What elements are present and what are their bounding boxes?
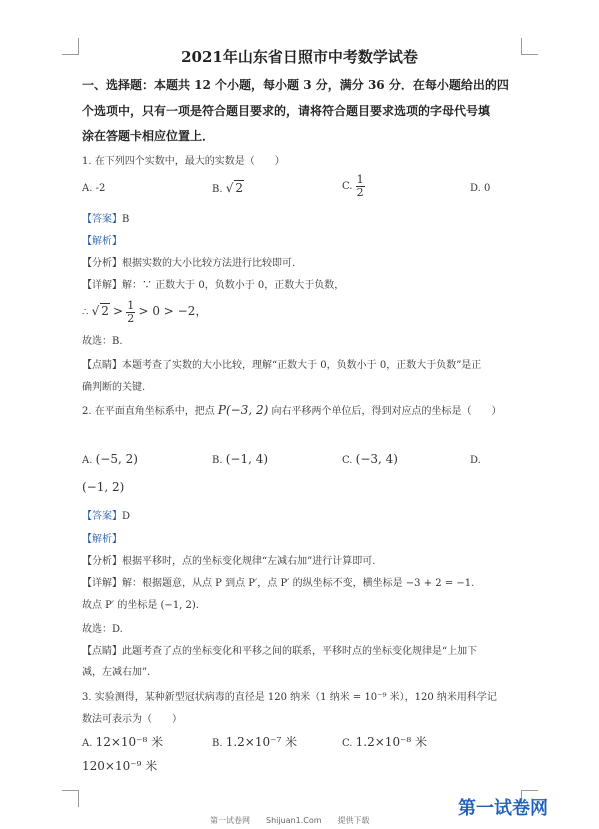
q2-answer-value: D <box>122 511 131 522</box>
brand-logo: 第一试卷网 <box>458 798 548 819</box>
q2-option-d-value: (−1, 2) <box>82 480 125 494</box>
q3-option-b-value: 1.2×10⁻⁷ 米 <box>225 735 298 749</box>
q3-option-c-value: 1.2×10⁻⁸ 米 <box>355 735 428 749</box>
q3-option-a <box>82 733 163 750</box>
q1-analysis-tag: 【解析】 <box>82 236 122 247</box>
q3-stem-line-1: 3. 实验测得，某种新型冠状病毒的直径是 120 纳米（1 纳米 = 10⁻⁹ 米），120 纳米用科学记 <box>82 692 497 703</box>
q1-answer <box>82 210 129 225</box>
q1-xiangjie-text: 解：∵ 正数大于 0，负数小于 0，正数大于负数， <box>122 280 345 291</box>
q2-option-b-label: B. <box>212 455 223 466</box>
section-instruction-line-2: 个选项中，只有一项是符合题目要求的，请将符合题目要求选项的字母代号填 <box>82 104 491 118</box>
dianjing-tag: 【点睛】 <box>82 646 122 657</box>
q3-option-a-label: A. <box>82 738 93 749</box>
q2-stem-post: 向右平移两个单位后，得到对应点的坐标是（ ） <box>271 406 502 417</box>
q1-inequality-chain: ∴ √ 2 > $\frac{1}{2}$ > 0 > −2， <box>82 299 208 325</box>
q3-option-b <box>212 733 297 750</box>
xiangjie-tag: 【详解】 <box>82 280 122 291</box>
q3-option-b-label: B. <box>212 738 223 749</box>
q1-option-c <box>342 174 365 199</box>
q2-analysis-tag: 【解析】 <box>82 534 122 545</box>
q1-fenxi-text: 根据实数的大小比较方法进行比较即可. <box>122 258 296 269</box>
q1-chain-therefore: ∴ <box>82 307 89 318</box>
q2-stem <box>82 402 502 417</box>
q1-option-c-label: C. <box>342 181 353 192</box>
q1-stem: 1. 在下列四个实数中，最大的实数是（ ） <box>82 156 285 167</box>
xiangjie-tag: 【详解】 <box>82 578 122 589</box>
q2-dianjing <box>82 642 477 657</box>
q1-xiangjie <box>82 276 344 291</box>
q3-option-a-value: 12×10⁻⁸ 米 <box>95 735 164 749</box>
q1-option-d: D. 0 <box>470 183 491 194</box>
q1-option-b: B. √ 2 <box>212 181 244 195</box>
q2-option-c-value: (−3, 4) <box>355 452 398 466</box>
q1-option-c-fraction <box>356 174 365 199</box>
q1-chain-denominator: 2 <box>127 312 135 325</box>
q3-stem-line-2: 数法可表示为（ ） <box>82 714 182 725</box>
section-instruction-line-1: 一、选择题：本题共 12 个小题，每小题 3 分，满分 36 分．在每小题给出的四 <box>82 78 509 92</box>
page-footer: 第一试卷网 Shijuan1.Com 提供下载 <box>210 816 370 825</box>
dianjing-tag: 【点睛】 <box>82 360 122 371</box>
q1-dianjing <box>82 356 481 371</box>
section-instruction-line-3: 涂在答题卡相应位置上． <box>82 129 215 143</box>
q1-chain-numerator: 1 <box>127 299 135 312</box>
q1-chain-sqrt: 2 <box>101 304 109 318</box>
q2-option-b-value: (−1, 4) <box>225 452 269 466</box>
q2-stem-pre: 2. 在平面直角坐标系中，把点 <box>82 406 215 417</box>
q1-option-b-value: 2 <box>235 181 244 195</box>
q2-stem-point: P(−3, 2) <box>217 403 269 417</box>
q2-dianjing-text: 此题考查了点的坐标变化和平移之间的联系，平移时点的坐标变化规律是“上加下 <box>122 646 478 657</box>
answer-tag: 【答案】 <box>82 511 122 522</box>
q1-fenxi <box>82 254 295 269</box>
q3-option-d-value: 120×10⁻⁹ 米 <box>82 759 158 773</box>
q1-chain-fraction <box>126 300 135 325</box>
q1-answer-value: B <box>122 214 130 225</box>
q1-option-a: A. -2 <box>82 183 106 194</box>
q2-option-a-value: (−5, 2) <box>95 452 138 466</box>
q2-dianjing-line-2: 减，左减右加”. <box>82 667 151 678</box>
q3-option-c-label: C. <box>342 738 353 749</box>
q1-conclusion: 故选：B. <box>82 336 123 347</box>
q2-conclusion: 故选：D. <box>82 624 123 635</box>
q2-option-a <box>82 452 138 466</box>
q2-result: 故点 P′ 的坐标是 (−1, 2). <box>82 600 199 611</box>
q2-option-b <box>212 452 268 466</box>
q2-fenxi <box>82 552 375 567</box>
q2-xiangjie-text: 解：根据题意，从点 P 到点 P′，点 P′ 的纵坐标不变，横坐标是 −3 + 2 = −1. <box>122 578 475 589</box>
q2-option-a-label: A. <box>82 455 93 466</box>
q1-chain-post: > 0 > −2， <box>138 304 208 318</box>
q2-answer <box>82 507 130 522</box>
crop-mark-bottom-left <box>62 790 79 807</box>
q1-chain-gt: > <box>113 304 124 318</box>
q3-option-c <box>342 733 427 750</box>
q2-option-d-label: D. <box>470 455 481 466</box>
q2-option-c-label: C. <box>342 455 353 466</box>
q1-option-c-denominator: 2 <box>356 186 364 199</box>
q1-dianjing-line-2: 确判断的关键. <box>82 382 146 393</box>
q1-option-c-numerator: 1 <box>356 173 364 186</box>
fenxi-tag: 【分析】 <box>82 258 122 269</box>
q1-option-b-label: B. <box>212 184 223 195</box>
q2-fenxi-text: 根据平移时，点的坐标变化规律“左减右加”进行计算即可. <box>122 556 376 567</box>
q1-dianjing-text: 本题考查了实数的大小比较，理解“正数大于 0，负数小于 0，正数大于负数”是正 <box>122 360 482 371</box>
q2-xiangjie <box>82 574 474 589</box>
answer-tag: 【答案】 <box>82 214 122 225</box>
q2-option-c <box>342 452 398 466</box>
fenxi-tag: 【分析】 <box>82 556 122 567</box>
page-title: 2021年山东省日照市中考数学试卷 <box>181 48 418 66</box>
